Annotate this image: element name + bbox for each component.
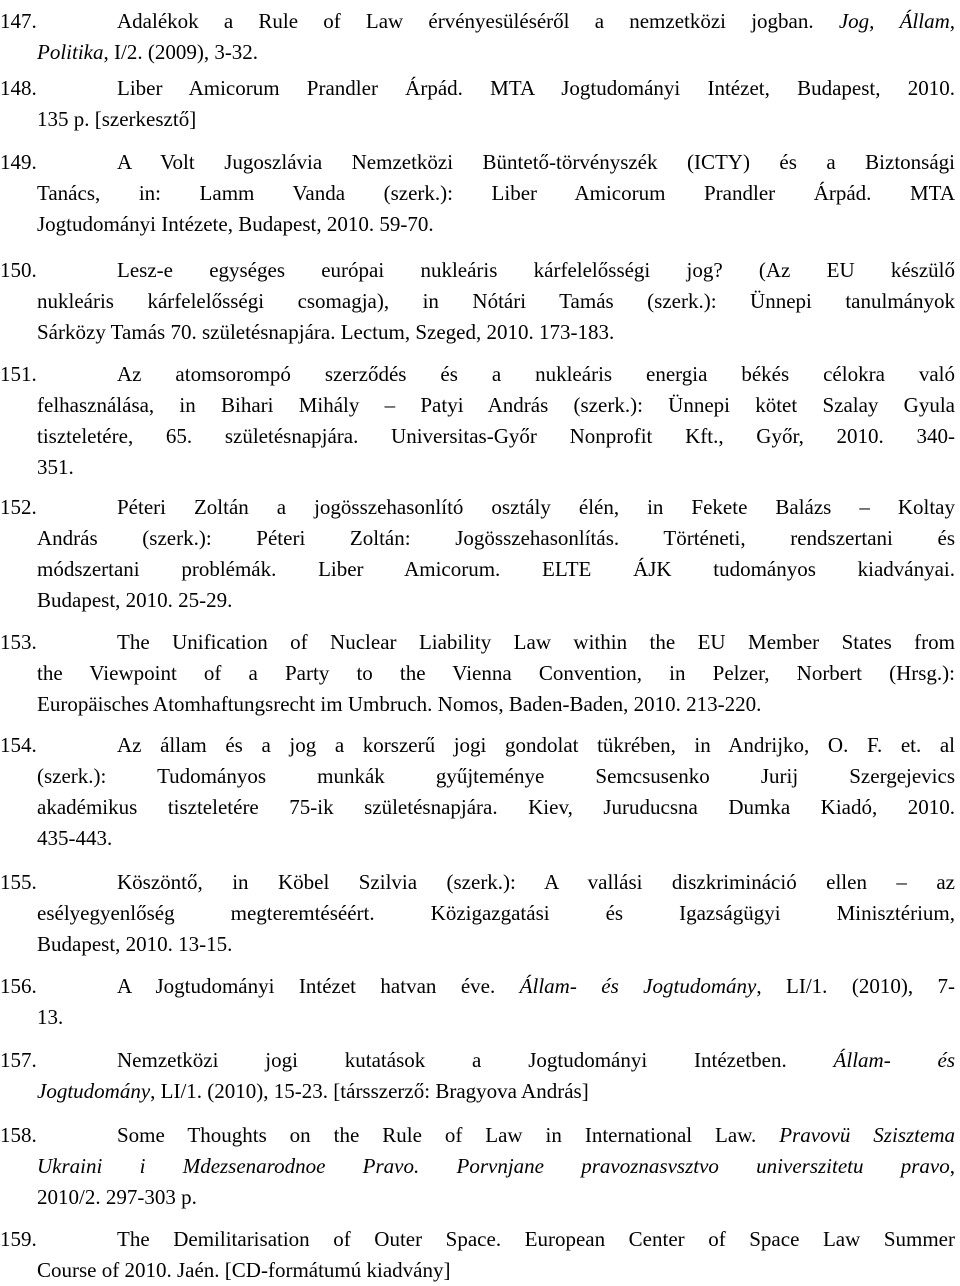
- entry-number: 149.: [0, 150, 37, 174]
- entry-first-line: [0, 359, 955, 389]
- entry-number: 155.: [0, 870, 37, 894]
- entry-number: 159.: [0, 1227, 37, 1251]
- text-segment: , LI/1. (2010), 15-23. [társszerző: Bragyova András]: [150, 1079, 589, 1103]
- entry-first-line: [0, 1120, 955, 1150]
- entry-text: [117, 627, 955, 657]
- text-segment: Jogtudományi Intézete, Budapest, 2010. 59-70.: [37, 212, 434, 236]
- entry-text: [117, 492, 955, 522]
- entry-number: 148.: [0, 76, 37, 100]
- text-segment: ,: [949, 1154, 955, 1178]
- entry-text: [117, 255, 955, 285]
- entry-line: [37, 792, 955, 822]
- entry-line: [37, 585, 955, 615]
- entry-number: 153.: [0, 630, 37, 654]
- entry-line: [37, 452, 955, 482]
- text-segment: the Viewpoint of a Party to the Vienna Convention, in Pelzer, Norbert (Hrsg.):: [37, 661, 955, 685]
- italic-text: Jog, Állam,: [838, 9, 955, 33]
- entry-text: [117, 971, 955, 1001]
- entry-line: [37, 390, 955, 420]
- entry-line: [37, 658, 955, 688]
- entry-text: [117, 147, 955, 177]
- entry-number: 157.: [0, 1048, 37, 1072]
- text-segment: Course of 2010. Jaén. [CD-formátumú kiadvány]: [37, 1258, 451, 1282]
- italic-text: Állam- és Jogtudomány: [519, 974, 757, 998]
- entry-first-line: [0, 1045, 955, 1075]
- entry-line: [37, 898, 955, 928]
- italic-text: Ukraini i Mdezsenarodnoe Pravo. Porvnjane pravoznasvsztvo universzitetu pravo: [37, 1154, 950, 1178]
- entry-line: [37, 823, 955, 853]
- text-segment: 2010/2. 297-303 p.: [37, 1185, 197, 1209]
- italic-text: Jogtudomány: [37, 1079, 151, 1103]
- text-segment: The Demilitarisation of Outer Space. European Center of Space Law Summer: [117, 1227, 955, 1251]
- italic-text: Politika: [37, 40, 104, 64]
- entry-first-line: [0, 971, 955, 1001]
- entry-line: [37, 1255, 955, 1285]
- text-segment: esélyegyenlőség megteremtéséért. Közigazgatási és Igazságügyi Minisztérium,: [37, 901, 955, 925]
- entry-first-line: [0, 867, 955, 897]
- text-segment: A Jogtudományi Intézet hatvan éve.: [117, 974, 520, 998]
- text-segment: 351.: [37, 455, 74, 479]
- text-segment: nukleáris kárfelelősségi csomagja), in Nótári Tamás (szerk.): Ünnepi tanulmányok: [37, 289, 955, 313]
- text-segment: tiszteletére, 65. születésnapjára. Universitas-Győr Nonprofit Kft., Győr, 2010. 340-: [37, 424, 955, 448]
- entry-line: [37, 1151, 955, 1181]
- text-segment: Péteri Zoltán a jogösszehasonlító osztály élén, in Fekete Balázs – Koltay: [117, 495, 955, 519]
- text-segment: Az atomsorompó szerződés és a nukleáris energia békés célokra való: [117, 362, 955, 386]
- text-segment: András (szerk.): Péteri Zoltán: Jogösszehasonlítás. Történeti, rendszertani és: [37, 526, 955, 550]
- text-segment: 13.: [37, 1005, 64, 1029]
- entry-first-line: [0, 627, 955, 657]
- entry-number: 147.: [0, 9, 37, 33]
- text-segment: Köszöntő, in Köbel Szilvia (szerk.): A vallási diszkrimináció ellen – az: [117, 870, 955, 894]
- entry-text: [117, 730, 955, 760]
- entry-line: [37, 286, 955, 316]
- entry-line: [37, 1076, 955, 1106]
- text-segment: módszertani problémák. Liber Amicorum. ELTE ÁJK tudományos kiadványai.: [37, 557, 955, 581]
- text-segment: Nemzetközi jogi kutatások a Jogtudományi Intézetben.: [117, 1048, 834, 1072]
- entry-line: [37, 1182, 955, 1212]
- text-segment: , LI/1. (2010), 7-: [756, 974, 955, 998]
- entry-line: [37, 421, 955, 451]
- text-segment: Sárközy Tamás 70. születésnapjára. Lectum, Szeged, 2010. 173-183.: [37, 320, 615, 344]
- entry-text: [117, 1045, 955, 1075]
- text-segment: Europäisches Atomhaftungsrecht im Umbruch. Nomos, Baden-Baden, 2010. 213-220.: [37, 692, 762, 716]
- text-segment: , I/2. (2009), 3-32.: [103, 40, 259, 64]
- entry-line: [37, 104, 955, 134]
- italic-text: Állam- és: [833, 1048, 955, 1072]
- entry-line: [37, 37, 955, 67]
- text-segment: 135 p. [szerkesztő]: [37, 107, 197, 131]
- text-segment: 435-443.: [37, 826, 113, 850]
- text-segment: Az állam és a jog a korszerű jogi gondolat tükrében, in Andrijko, O. F. et. al: [117, 733, 955, 757]
- entry-number: 158.: [0, 1123, 37, 1147]
- entry-first-line: [0, 1224, 955, 1254]
- entry-first-line: [0, 147, 955, 177]
- text-segment: Lesz-e egységes európai nukleáris kárfelelősségi jog? (Az EU készülő: [117, 258, 955, 282]
- entry-text: [117, 6, 955, 36]
- entry-line: [37, 761, 955, 791]
- entry-first-line: [0, 6, 955, 36]
- entry-number: 151.: [0, 362, 37, 386]
- entry-line: [37, 1002, 955, 1032]
- entry-number: 156.: [0, 974, 37, 998]
- entry-line: [37, 317, 955, 347]
- entry-number: 152.: [0, 495, 37, 519]
- entry-text: [117, 359, 955, 389]
- text-segment: (szerk.): Tudományos munkák gyűjteménye Semcsusenko Jurij Szergejevics: [37, 764, 955, 788]
- text-segment: akadémikus tiszteletére 75-ik születésnapjára. Kiev, Juruducsna Dumka Kiadó, 2010.: [37, 795, 955, 819]
- entry-line: [37, 929, 955, 959]
- entry-number: 154.: [0, 733, 37, 757]
- entry-line: [37, 689, 955, 719]
- text-segment: A Volt Jugoszlávia Nemzetközi Büntető-törvényszék (ICTY) és a Biztonsági: [117, 150, 955, 174]
- entry-first-line: [0, 492, 955, 522]
- entry-text: [117, 1224, 955, 1254]
- text-segment: The Unification of Nuclear Liability Law within the EU Member States from: [117, 630, 955, 654]
- text-segment: Some Thoughts on the Rule of Law in International Law.: [117, 1123, 780, 1147]
- entry-line: [37, 178, 955, 208]
- entry-first-line: [0, 255, 955, 285]
- text-segment: Adalékok a Rule of Law érvényesüléséről a nemzetközi jogban.: [117, 9, 839, 33]
- entry-line: [37, 209, 955, 239]
- entry-first-line: [0, 73, 955, 103]
- text-segment: Liber Amicorum Prandler Árpád. MTA Jogtudományi Intézet, Budapest, 2010.: [117, 76, 955, 100]
- text-segment: felhasználása, in Bihari Mihály – Patyi András (szerk.): Ünnepi kötet Szalay Gyula: [37, 393, 955, 417]
- text-segment: Budapest, 2010. 25-29.: [37, 588, 233, 612]
- entry-line: [37, 523, 955, 553]
- entry-text: [117, 867, 955, 897]
- entry-number: 150.: [0, 258, 37, 282]
- italic-text: Pravovü Szisztema: [779, 1123, 955, 1147]
- entry-text: [117, 1120, 955, 1150]
- entry-text: [117, 73, 955, 103]
- text-segment: Tanács, in: Lamm Vanda (szerk.): Liber Amicorum Prandler Árpád. MTA: [37, 181, 955, 205]
- entry-first-line: [0, 730, 955, 760]
- text-segment: Budapest, 2010. 13-15.: [37, 932, 233, 956]
- entry-line: [37, 554, 955, 584]
